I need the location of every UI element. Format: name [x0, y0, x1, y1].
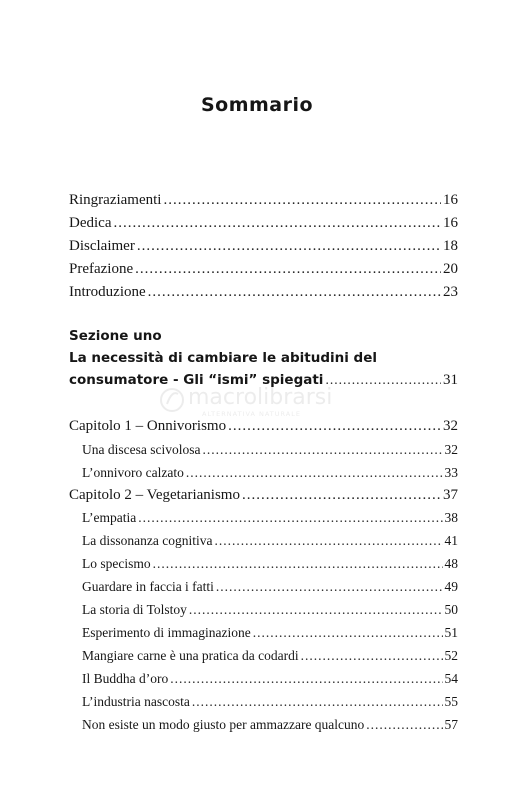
- toc-entry-label: Ringraziamenti: [69, 192, 162, 208]
- toc-entry-label: Lo specismo: [82, 556, 151, 571]
- leaf-icon: [161, 389, 183, 411]
- dot-leader: [138, 510, 442, 526]
- toc-entry-label: L’onnivoro calzato: [82, 465, 184, 480]
- dot-leader: [189, 602, 443, 618]
- dot-leader: [242, 487, 441, 504]
- toc-page-number: 52: [444, 648, 458, 663]
- toc-page-number: 23: [443, 284, 458, 300]
- dot-leader: [366, 717, 442, 733]
- toc-page-number: 49: [444, 579, 458, 594]
- toc-entry-label: Prefazione: [69, 261, 134, 277]
- watermark-logo: [158, 380, 348, 422]
- dot-leader: [301, 648, 443, 664]
- toc-page-number: 48: [444, 556, 458, 571]
- toc-entry-label: L’industria nascosta: [82, 694, 190, 709]
- toc-page-number: 50: [444, 602, 458, 617]
- toc-page-number: 16: [443, 192, 458, 208]
- toc-entry-label: Introduzione: [69, 284, 146, 300]
- section-title-label: consumatore - Gli “ismi” spiegati: [69, 372, 324, 388]
- toc-entry-dedica[interactable]: [69, 215, 458, 232]
- dot-leader: [148, 284, 441, 301]
- toc-page-number: 41: [444, 533, 458, 548]
- dot-leader: [192, 694, 443, 710]
- toc-page-number: 18: [443, 238, 458, 254]
- dot-leader: [170, 671, 442, 687]
- toc-page-number: 32: [443, 418, 458, 434]
- section-heading: Sezione uno: [69, 328, 162, 344]
- dot-leader: [153, 556, 443, 572]
- toc-entry-label: Il Buddha d’oro: [82, 671, 169, 686]
- toc-subentry[interactable]: [82, 465, 458, 481]
- toc-entry-label: Capitolo 2 – Vegetarianismo: [69, 487, 240, 503]
- toc-entry-label: Dedica: [69, 215, 112, 231]
- toc-page-number: 31: [443, 372, 458, 388]
- toc-subentry[interactable]: [82, 510, 458, 526]
- toc-entry-ringraziamenti[interactable]: [69, 192, 458, 209]
- toc-page-number: 55: [444, 694, 458, 709]
- dot-leader: [137, 238, 441, 255]
- toc-page-number: 20: [443, 261, 458, 277]
- toc-entry-label: Disclaimer: [69, 238, 135, 254]
- toc-subentry[interactable]: [82, 717, 458, 733]
- watermark-tagline: ALTERNATIVA NATURALE: [202, 410, 301, 418]
- toc-page-number: 33: [444, 465, 458, 480]
- section-title-line1: La necessità di cambiare le abitudini del: [69, 350, 378, 366]
- toc-entry-label: Una discesa scivolosa: [82, 442, 201, 457]
- toc-page-number: 38: [444, 510, 458, 525]
- toc-entry-prefazione[interactable]: [69, 261, 458, 278]
- toc-entry-disclaimer[interactable]: [69, 238, 458, 255]
- toc-page-number: 37: [443, 487, 458, 503]
- toc-entry-label: La storia di Tolstoy: [82, 602, 187, 617]
- dot-leader: [135, 261, 441, 278]
- toc-page-number: 51: [444, 625, 458, 640]
- dot-leader: [216, 579, 443, 595]
- toc-subentry[interactable]: [82, 579, 458, 595]
- toc-chapter-2[interactable]: [69, 487, 458, 504]
- toc-entry-label: La dissonanza cognitiva: [82, 533, 213, 548]
- toc-page-number: 57: [444, 717, 458, 732]
- dot-leader: [202, 442, 442, 458]
- dot-leader: [186, 465, 443, 481]
- page-title: Sommario: [200, 94, 314, 116]
- toc-entry-label: Esperimento di immaginazione: [82, 625, 251, 640]
- toc-subentry[interactable]: [82, 625, 458, 641]
- toc-entry-label: Capitolo 1 – Onnivorismo: [69, 418, 227, 434]
- toc-subentry[interactable]: [82, 442, 458, 458]
- toc-page-number: 16: [443, 215, 458, 231]
- toc-page-number: 32: [444, 442, 458, 457]
- toc-subentry[interactable]: [82, 694, 458, 710]
- toc-page-number: 54: [444, 671, 458, 686]
- toc-subentry[interactable]: [82, 533, 458, 549]
- toc-subentry[interactable]: [82, 648, 458, 664]
- toc-subentry[interactable]: [82, 602, 458, 618]
- dot-leader: [214, 533, 442, 549]
- toc-entry-label: Guardare in faccia i fatti: [82, 579, 214, 594]
- dot-leader: [163, 192, 441, 209]
- toc-subentry[interactable]: [82, 671, 458, 687]
- toc-entry-label: Non esiste un modo giusto per ammazzare qualcuno: [82, 717, 365, 732]
- toc-entry-label: L’empatia: [82, 510, 137, 525]
- toc-subentry[interactable]: [82, 556, 458, 572]
- watermark-brand: macrolibrarsi: [188, 385, 333, 410]
- dot-leader: [113, 215, 441, 232]
- toc-entry-introduzione[interactable]: [69, 284, 458, 301]
- toc-entry-label: Mangiare carne è una pratica da codardi: [82, 648, 299, 663]
- dot-leader: [253, 625, 443, 641]
